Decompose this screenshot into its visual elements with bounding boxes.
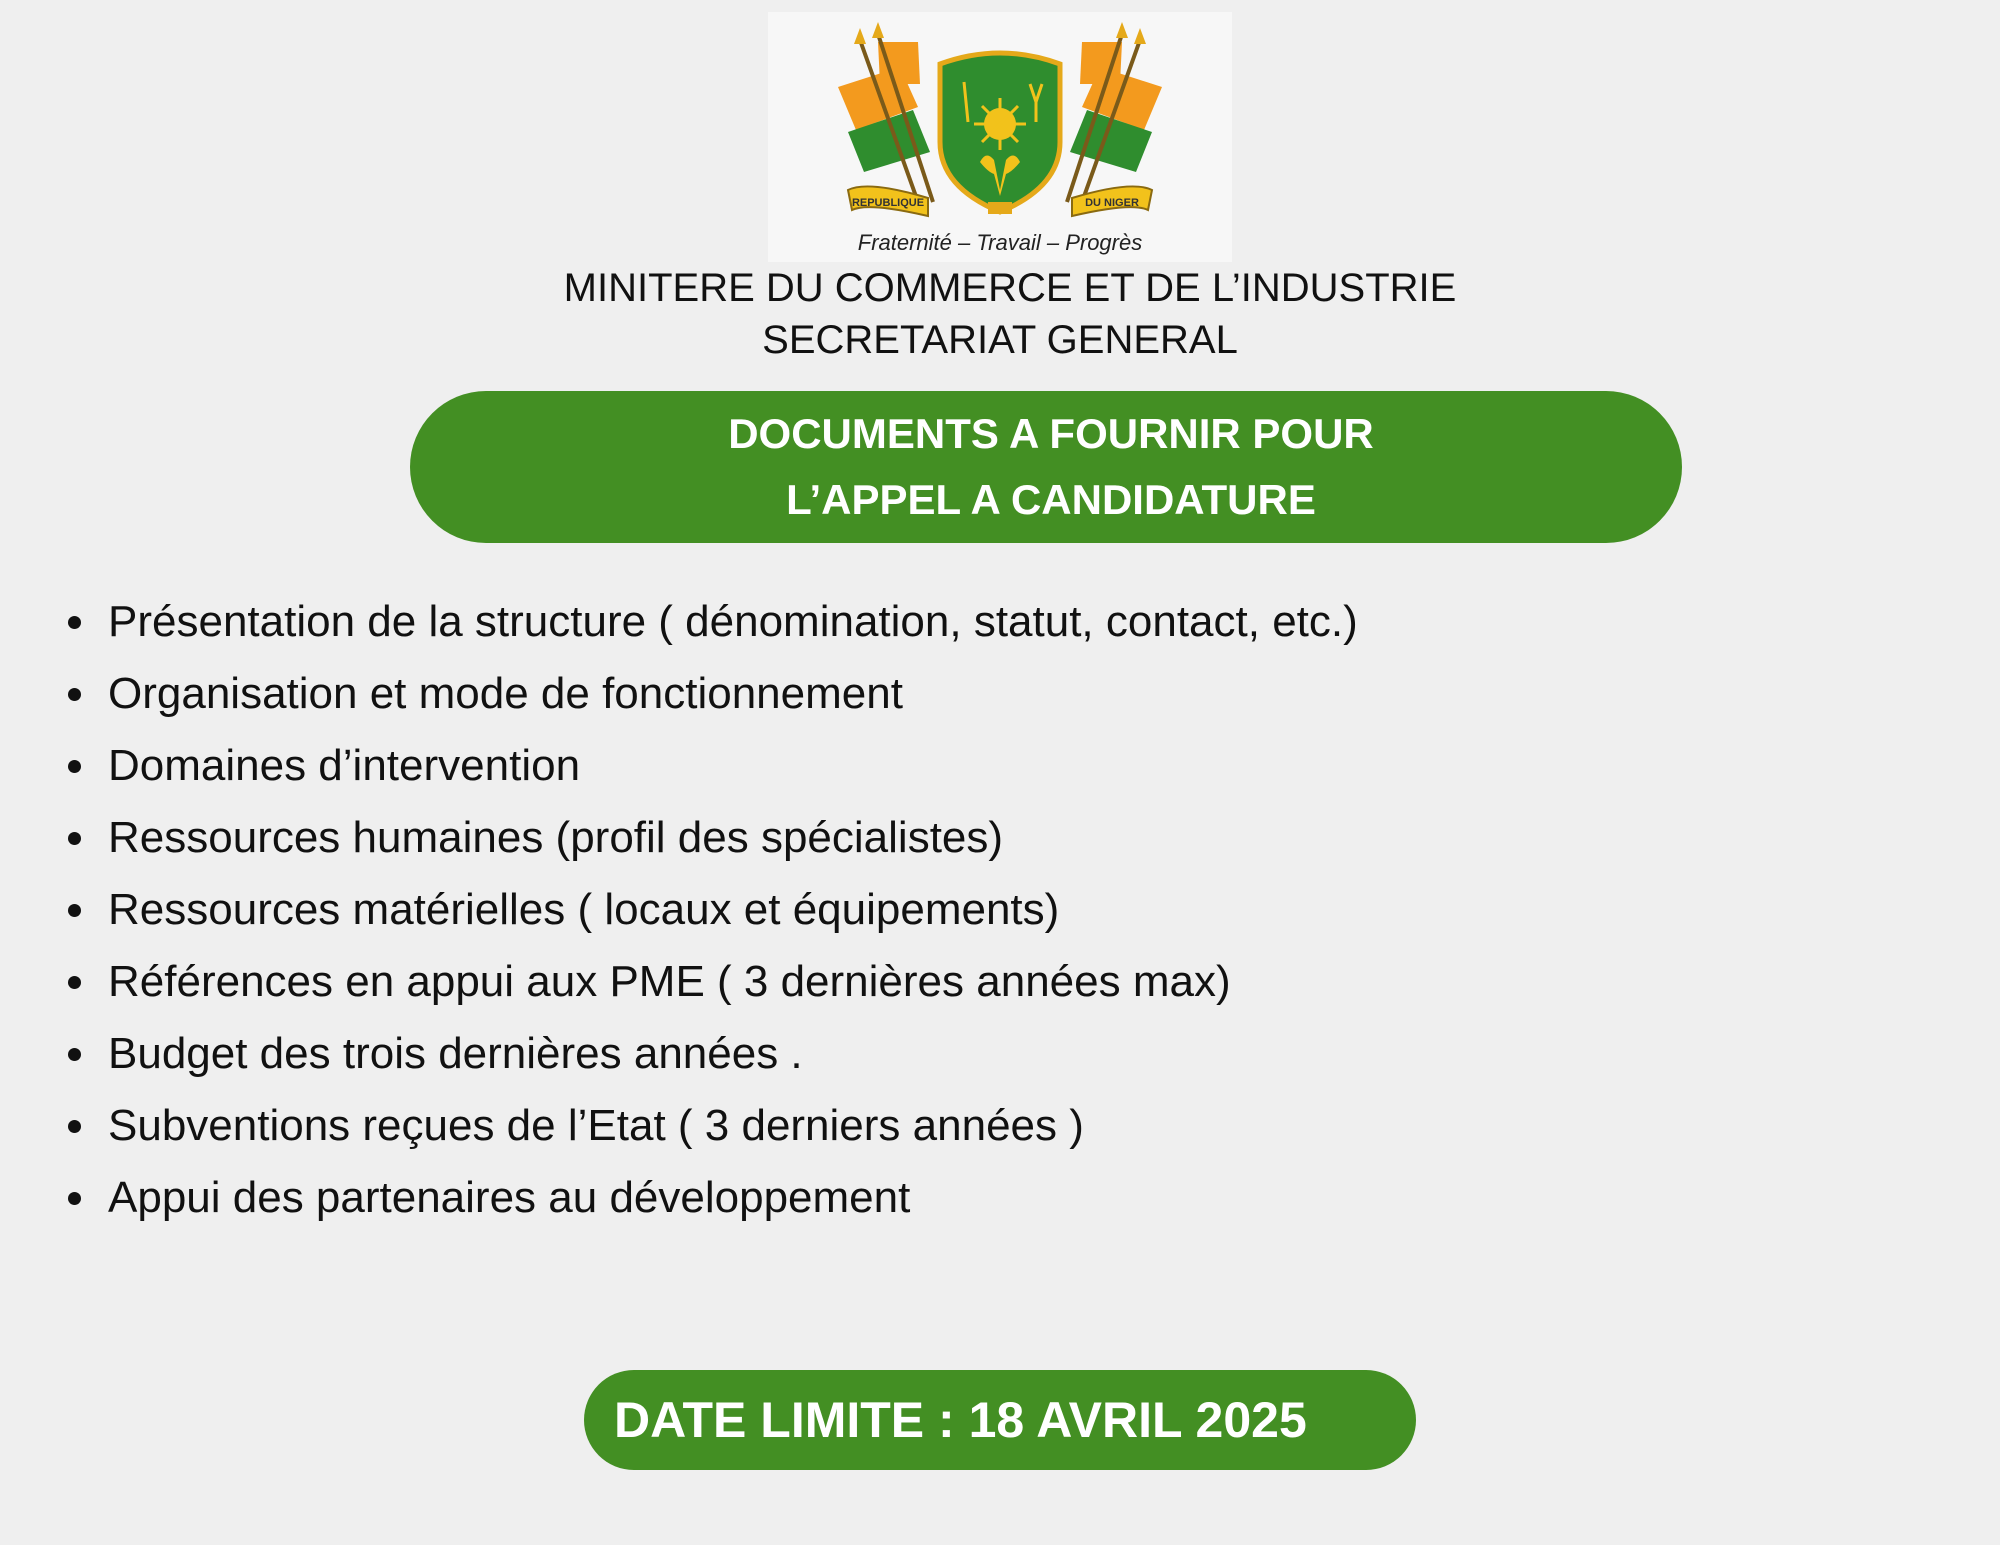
banner-left-text: REPUBLIQUE	[851, 197, 925, 209]
list-item-text: Ressources matérielles ( locaux et équipements)	[108, 885, 1060, 934]
list-item-text: Présentation de la structure ( dénomination, statut, contact, etc.)	[108, 597, 1358, 646]
list-item-text: Références en appui aux PME ( 3 dernières années max)	[108, 957, 1231, 1006]
list-item-text: Appui des partenaires au développement	[108, 1173, 911, 1222]
list-item	[58, 586, 1358, 658]
list-item-text: Subventions reçues de l’Etat ( 3 derniers années )	[108, 1101, 1084, 1150]
pedestal	[988, 202, 1012, 214]
title-line-2: L’APPEL A CANDIDATURE	[786, 476, 1316, 523]
bullet-icon	[68, 1192, 81, 1205]
bullet-icon	[68, 976, 81, 989]
title-banner	[410, 391, 1682, 543]
left-spear-tip-2	[872, 22, 884, 38]
documents-list	[58, 586, 1358, 1234]
list-item-text: Domaines d’intervention	[108, 741, 581, 790]
ministry-name: MINITERE DU COMMERCE ET DE L’INDUSTRIE	[563, 266, 1457, 310]
title-line-1: DOCUMENTS A FOURNIR POUR	[728, 410, 1374, 457]
motto: Fraternité – Travail – Progrès	[857, 230, 1143, 255]
list-item-text: Ressources humaines (profil des spécialistes)	[108, 813, 1004, 862]
coat-of-arms-icon	[768, 12, 1232, 232]
deadline-badge: DATE LIMITE : 18 AVRIL 2025	[584, 1370, 1416, 1470]
banner-right-text: DU NIGER	[1085, 197, 1139, 209]
bullet-icon	[68, 688, 81, 701]
list-item	[58, 1162, 1358, 1234]
bullet-icon	[68, 760, 81, 773]
right-spear-tip-2	[1116, 22, 1128, 38]
list-item	[58, 946, 1358, 1018]
list-item	[58, 730, 1358, 802]
list-item	[58, 1090, 1358, 1162]
ministry-header	[0, 262, 2000, 366]
bullet-icon	[68, 832, 81, 845]
list-item	[58, 802, 1358, 874]
bullet-icon	[68, 904, 81, 917]
list-item-text: Organisation et mode de fonctionnement	[108, 669, 903, 718]
bullet-icon	[68, 1120, 81, 1133]
secretariat-name: SECRETARIAT GENERAL	[762, 318, 1238, 362]
list-item	[58, 1018, 1358, 1090]
coat-of-arms	[768, 12, 1232, 262]
bullet-icon	[68, 616, 81, 629]
list-item-text: Budget des trois dernières années .	[108, 1029, 803, 1078]
list-item	[58, 874, 1358, 946]
left-spear-tip	[854, 28, 866, 44]
right-spear-tip	[1134, 28, 1146, 44]
list-item	[58, 658, 1358, 730]
bullet-icon	[68, 1048, 81, 1061]
